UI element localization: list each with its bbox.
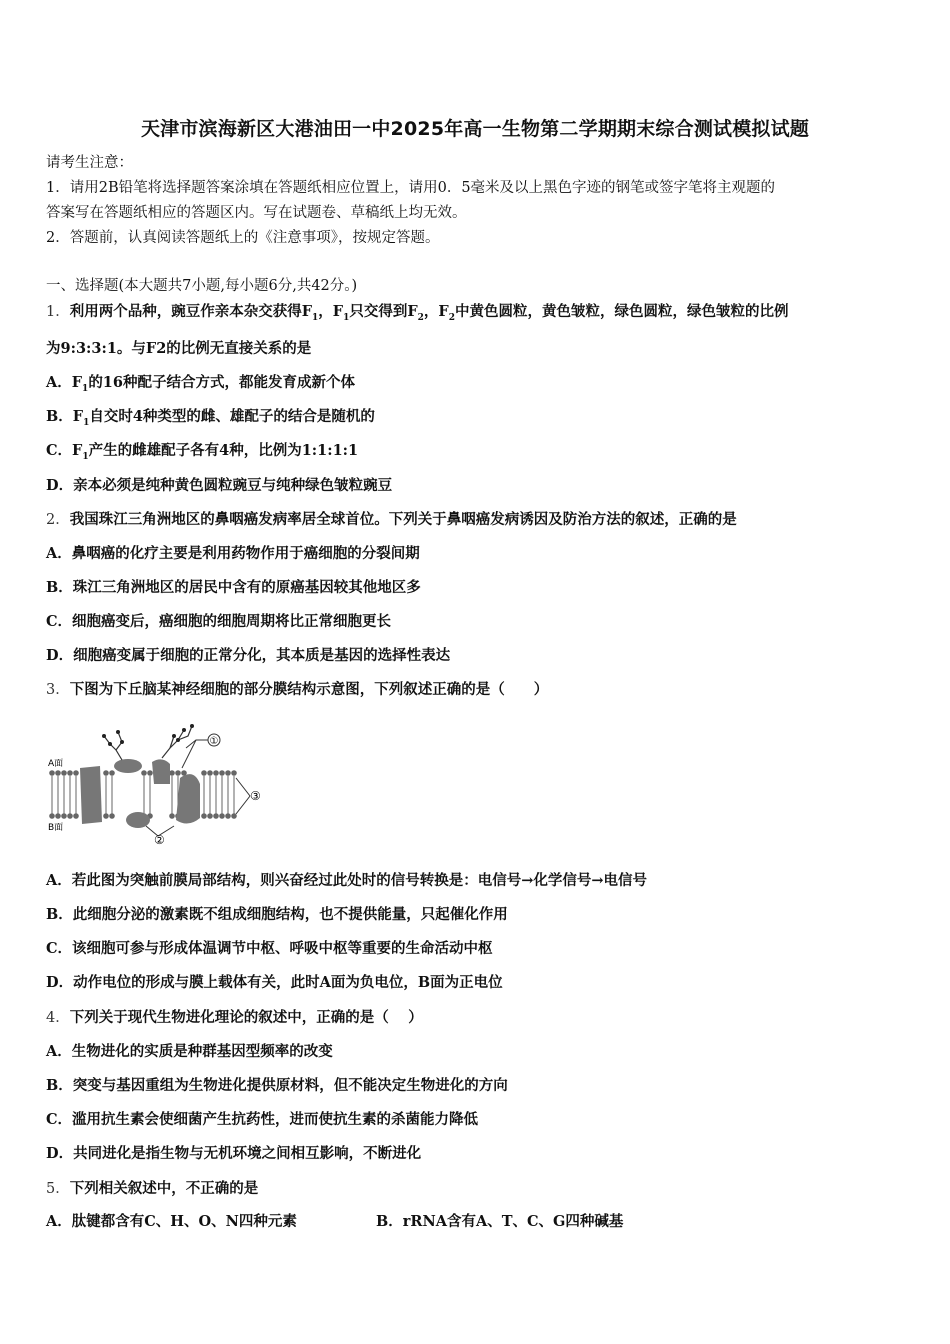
- q1-stem-part: ，F: [423, 303, 449, 320]
- q1-option-a[interactable]: [46, 373, 355, 393]
- q5-stem-text: 下列相关叙述中，不正确的是: [69, 1180, 259, 1197]
- label-3: ③: [250, 789, 261, 803]
- subscript: 1: [343, 312, 350, 323]
- q4-stem: [46, 1008, 423, 1028]
- notice-item-2: 2．答题前，认真阅读答题纸上的《注意事项》，按规定答题。: [46, 230, 440, 246]
- lipid-heads-top: [49, 770, 237, 776]
- label-1: ①: [209, 736, 219, 747]
- notice-heading: 请考生注意：: [46, 155, 133, 171]
- peripheral-protein: [114, 759, 142, 773]
- q5-stem: [46, 1179, 258, 1199]
- notice-item-1-line-1: 1．请用2B铅笔将选择题答案涂填在答题纸相应位置上，请用0．5毫米及以上黑色字迹的钢笔或签字笔将主观题的: [46, 180, 776, 196]
- label-2: ②: [154, 833, 165, 847]
- q1-stem-line-2: 为9:3:3:1。与F2的比例无直接关系的是: [46, 340, 312, 357]
- lipid-tails: [52, 776, 234, 814]
- q2-number: 2．: [46, 512, 70, 528]
- q4-option-c[interactable]: C．滥用抗生素会使细菌产生抗药性，进而使抗生素的杀菌能力降低: [46, 1111, 479, 1128]
- option-text: 的16种配子结合方式，都能发育成新个体: [88, 374, 355, 391]
- q3-option-c[interactable]: C．该细胞可参与形成体温调节中枢、呼吸中枢等重要的生命活动中枢: [46, 940, 493, 957]
- q3-stem-text: 下图为下丘脑某神经细胞的部分膜结构示意图，下列叙述正确的是（ ）: [69, 681, 549, 698]
- subscript: 1: [83, 417, 90, 428]
- q4-option-a[interactable]: A．生物进化的实质是种群基因型频率的改变: [46, 1043, 333, 1060]
- q4-option-b[interactable]: B．突变与基因重组为生物进化提供原材料，但不能决定生物进化的方向: [46, 1077, 508, 1094]
- q1-option-c[interactable]: [46, 441, 358, 461]
- option-text: 产生的雌雄配子各有4种，比例为1:1:1:1: [88, 442, 359, 459]
- carrier-protein: [176, 774, 200, 823]
- q4-option-d[interactable]: D．共同进化是指生物与无机环境之间相互影响，不断进化: [46, 1145, 422, 1162]
- option-text: 自交时4种类型的雌、雄配子的结合是随机的: [89, 408, 375, 425]
- subscript: 1: [82, 451, 89, 462]
- page-title: 天津市滨海新区大港油田一中2025年高一生物第二学期期末综合测试模拟试题: [140, 118, 810, 140]
- subscript: 1: [82, 383, 89, 394]
- q1-stem-part: 中黄色圆粒，黄色皱粒，绿色圆粒，绿色皱粒的比例: [454, 303, 789, 320]
- q2-option-a[interactable]: A．鼻咽癌的化疗主要是利用药物作用于癌细胞的分裂间期: [46, 545, 420, 562]
- q5-option-b[interactable]: B．rRNA含有A、T、C、G四种碱基: [376, 1213, 624, 1230]
- q4-number: 4．: [46, 1010, 70, 1026]
- q1-number: 1．: [46, 304, 70, 320]
- option-label: B．F: [46, 408, 84, 425]
- q1-stem-line-1: [46, 302, 788, 322]
- q4-stem-text: 下列关于现代生物进化理论的叙述中，正确的是（ ）: [69, 1009, 423, 1026]
- q2-stem-text: 我国珠江三角洲地区的鼻咽癌发病率居全球首位。下列关于鼻咽癌发病诱因及防治方法的叙述，正确的是: [69, 511, 737, 528]
- q1-stem-part: ，F: [318, 303, 344, 320]
- q3-number: 3．: [46, 682, 70, 698]
- q1-option-d[interactable]: D．亲本必须是纯种黄色圆粒豌豆与纯种绿色皱粒豌豆: [46, 477, 393, 494]
- q2-stem: [46, 510, 737, 530]
- q1-option-b[interactable]: [46, 407, 375, 427]
- option-label: C．F: [46, 442, 83, 459]
- inner-protein: [126, 812, 150, 828]
- transmembrane-protein: [80, 766, 102, 824]
- sugar-units: [102, 724, 194, 746]
- channel-protein: [152, 759, 170, 784]
- q3-option-b[interactable]: B．此细胞分泌的激素既不组成细胞结构，也不提供能量，只起催化作用: [46, 906, 508, 923]
- q3-option-a[interactable]: A．若此图为突触前膜局部结构，则兴奋经过此处时的信号转换是：电信号→化学信号→电信号: [46, 872, 648, 889]
- q2-option-b[interactable]: B．珠江三角洲地区的居民中含有的原癌基因较其他地区多: [46, 579, 421, 596]
- label-b-side: B面: [48, 823, 64, 833]
- section-heading: 一、选择题(本大题共7小题,每小题6分,共42分。): [46, 278, 358, 294]
- subscript: 2: [448, 312, 455, 323]
- q1-stem-part: 只交得到F: [349, 303, 418, 320]
- subscript: 1: [312, 312, 319, 323]
- q2-option-c[interactable]: C．细胞癌变后，癌细胞的细胞周期将比正常细胞更长: [46, 613, 392, 630]
- notice-item-1-line-2: 答案写在答题纸相应的答题区内。写在试题卷、草稿纸上均无效。: [46, 205, 467, 221]
- q2-option-d[interactable]: D．细胞癌变属于细胞的正常分化，其本质是基因的选择性表达: [46, 647, 451, 664]
- option-label: A．F: [46, 374, 83, 391]
- q5-option-a[interactable]: A．肽键都含有C、H、O、N四种元素: [46, 1213, 297, 1230]
- q3-option-d[interactable]: D．动作电位的形成与膜上载体有关，此时A面为负电位，B面为正电位: [46, 974, 503, 991]
- label-a-side: A面: [48, 759, 64, 769]
- q3-stem: [46, 680, 548, 700]
- q1-stem-part: 利用两个品种，豌豆作亲本杂交获得F: [69, 303, 313, 320]
- q5-number: 5．: [46, 1181, 70, 1197]
- membrane-diagram: [46, 718, 276, 848]
- subscript: 2: [417, 312, 424, 323]
- membrane-diagram-svg: [46, 718, 276, 848]
